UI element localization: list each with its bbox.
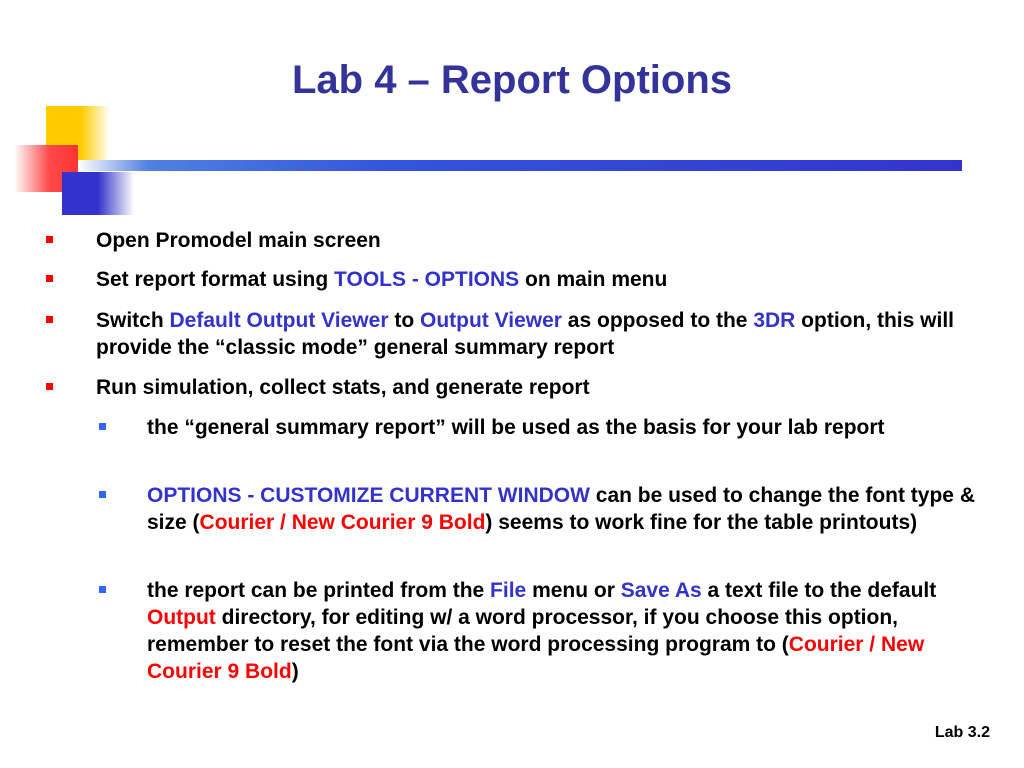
sub-bullet-item — [147, 414, 987, 441]
menu-reference-tools-options: TOOLS - OPTIONS — [334, 268, 520, 291]
menu-reference-file: File — [490, 579, 527, 602]
bullet-text: the report can be printed from the — [147, 579, 491, 602]
font-reference: Courier / New Courier 9 Bold — [199, 511, 486, 534]
bullet-item — [96, 307, 976, 361]
blue-square-bullet-icon — [99, 423, 106, 430]
bullet-text: a text file to the default — [701, 579, 937, 602]
sub-bullet-item — [147, 482, 987, 536]
red-square-bullet-icon — [46, 316, 53, 323]
blue-square-bullet-icon — [99, 586, 106, 593]
sub-bullet-item — [147, 577, 987, 685]
bullet-text: Switch — [96, 309, 170, 332]
setting-output-viewer: Output Viewer — [420, 309, 562, 332]
bullet-text: Set report format using — [96, 268, 335, 291]
setting-3dr: 3DR — [753, 309, 796, 332]
red-square-bullet-icon — [46, 383, 53, 390]
bullet-text: on main menu — [519, 268, 668, 291]
bullet-text: directory, for editing w/ a word processor, if you choose this option, remember to reset the font via the word processing program to ( — [147, 606, 899, 656]
bullet-text: as opposed to the — [561, 309, 754, 332]
font-reference: Courier / New Courier 9 Bold — [147, 633, 925, 683]
bullet-text: ) — [291, 660, 299, 683]
bullet-item — [96, 227, 976, 254]
slide-title: Lab 4 – Report Options — [291, 58, 733, 102]
bullet-item — [96, 266, 976, 293]
red-square-bullet-icon — [46, 236, 53, 243]
menu-reference-customize-window: OPTIONS - CUSTOMIZE CURRENT WINDOW — [147, 484, 590, 507]
bullet-text: the “general summary report” will be used as the basis for your lab report — [147, 416, 885, 439]
red-square-bullet-icon — [46, 275, 53, 282]
bullet-text: option, this will provide the “classic mode” general summary report — [96, 309, 954, 359]
bullet-text: Open Promodel main screen — [96, 229, 381, 252]
bullet-text: menu or — [526, 579, 621, 602]
bullet-text: Run simulation, collect stats, and generate report — [96, 376, 590, 399]
directory-reference-output: Output — [147, 606, 216, 629]
bullet-text: ) seems to work fine for the table printouts) — [485, 511, 918, 534]
setting-default-output-viewer: Default Output Viewer — [169, 309, 389, 332]
blue-square-bullet-icon — [99, 491, 106, 498]
menu-reference-save-as: Save As — [620, 579, 702, 602]
slide-number: Lab 3.2 — [934, 724, 990, 741]
bullet-text: can be used to change the font type & size ( — [147, 484, 975, 534]
bullet-text: to — [388, 309, 420, 332]
bullet-item — [96, 374, 976, 401]
